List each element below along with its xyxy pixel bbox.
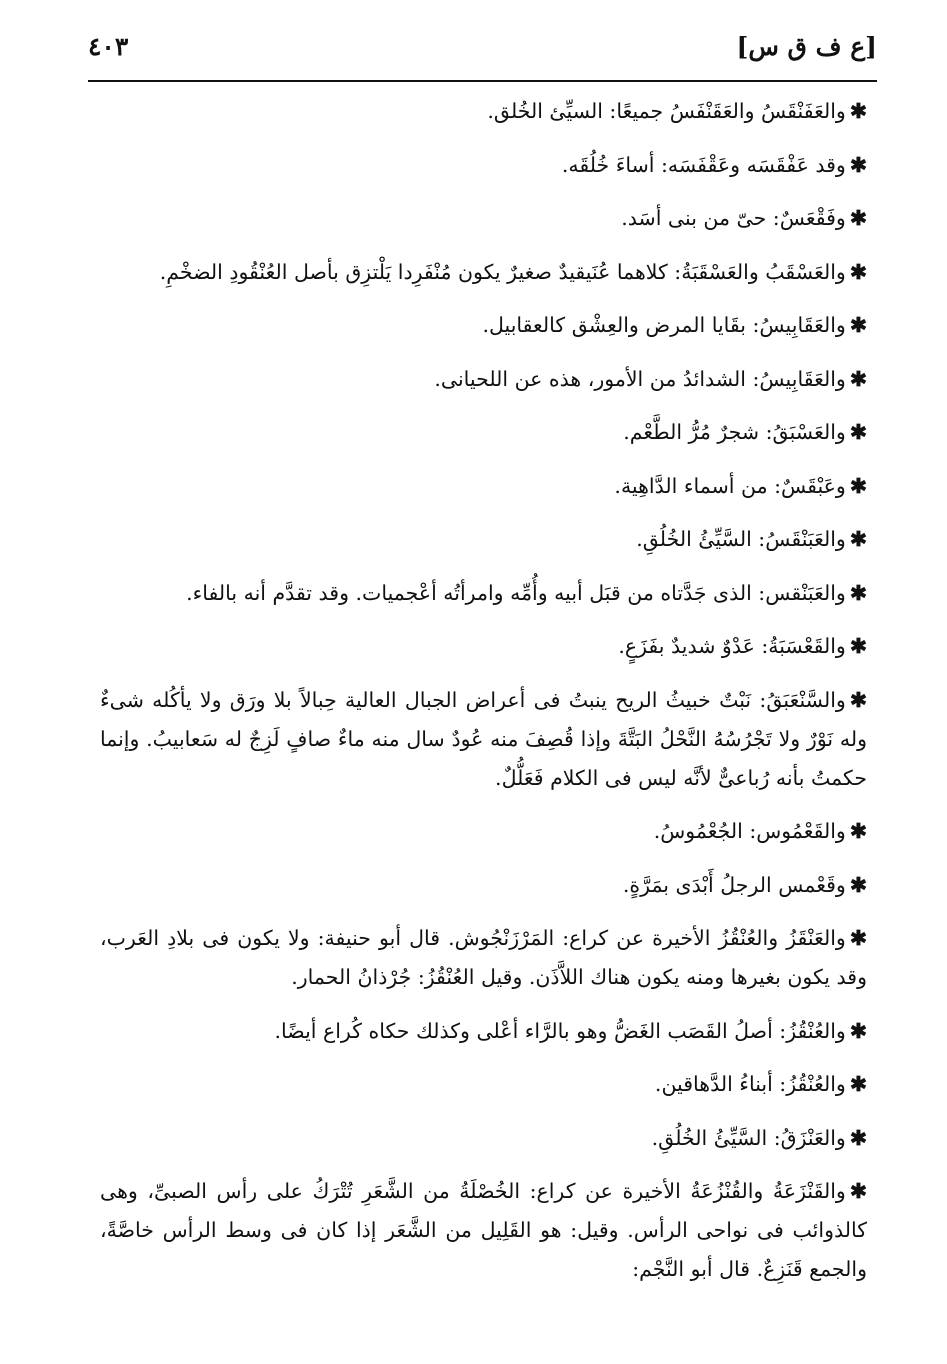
dictionary-entry: [100, 413, 867, 452]
asterisk-icon: ✱: [849, 926, 867, 950]
page-number: ٤٠٣: [88, 32, 129, 61]
asterisk-icon: ✱: [849, 473, 867, 498]
entry-text: والعَسْبَقُ: شجرٌ مُرُّ الطَّعْم.: [623, 420, 846, 444]
dictionary-entry: [100, 360, 867, 399]
asterisk-icon: ✱: [849, 872, 867, 897]
entry-text: والقَنْزَعَةُ والقُنْزُعَةُ الأخيرة عن كراع: الخُصْلَةُ من الشَّعَرِ تُتْرَكُ على رأس الصبىِّ، وهى كالذوائب فى نواحى الرأس. وقيل: هو القَلِيل من الشَّعَر إذا كان فى وسط الرأس خاصَّةً، والجمع قَنَزِعٌ. قال أبو النَّجْم:: [100, 1179, 867, 1281]
dictionary-entry: [100, 574, 867, 613]
entry-text: والعَنْزَقُ: السَّيِّئُ الخُلُقِ.: [651, 1125, 846, 1150]
asterisk-icon: ✱: [849, 313, 867, 337]
entry-text: وقَعْمس الرجلُ أَبْدَى بمَرَّةٍ.: [622, 872, 846, 897]
asterisk-icon: ✱: [849, 527, 867, 551]
entry-text: والقَعْمُوس: الجُعْمُوسُ.: [653, 819, 846, 843]
dictionary-entry: [100, 467, 867, 506]
entry-text: والسَّنْعَبَقُ: نَبْتٌ خبيثُ الريح ينبتُ فى أعراض الجبال العالية حِبالاً بلا ورَق ولا يأكُله شىءٌ وله نَوْرٌ ولا تَجْرُسُهُ النَّحْلُ البَتَّةَ وإذا قُصِفَ منه عُودٌ سال منه ماءٌ صافٍ لَزِجٌ له سَعابيبُ. وإنما حكمتُ بأنه رُباعىٌّ لأنَّه ليس فى الكلام فَعَلُّلٌ.: [100, 687, 867, 790]
dictionary-entry: [100, 92, 867, 131]
entry-text: والعَفَنْقَسُ والعَقَنْفَسُ جميعًا: السيِّئ الخُلق.: [487, 99, 846, 123]
asterisk-icon: ✱: [849, 420, 867, 444]
dictionary-entry: [100, 253, 867, 292]
asterisk-icon: ✱: [849, 634, 867, 658]
dictionary-entry: [100, 812, 867, 851]
asterisk-icon: ✱: [849, 99, 867, 123]
dictionary-entry: [100, 306, 867, 345]
entry-text: والعُنْقُزُ: أصلُ القَصَب الغَضُّ وهو بالرَّاء أعْلى وكذلك حكاه كُراع أيضًا.: [274, 1018, 846, 1043]
asterisk-icon: ✱: [849, 687, 867, 712]
asterisk-icon: ✱: [849, 819, 867, 843]
entry-text: والعَبَنْقس: الذى جَدَّتاه من قبَل أبيه وأُمِّه وامرأتُه أعْجميات. وقد تقدَّم أنه بالفاء.: [186, 580, 846, 605]
dictionary-entry: [100, 1012, 867, 1051]
entry-text: والقَعْسَبَةُ: عَدْوٌ شديدٌ بفَزَعٍ.: [618, 634, 846, 658]
entry-text: وقد عَفْقَسَه وعَقْفَسَه: أساءَ خُلُقَه.: [561, 152, 846, 177]
asterisk-icon: ✱: [849, 1125, 867, 1150]
asterisk-icon: ✱: [849, 1018, 867, 1043]
entry-text: والعَقَابِيسُ: بقَايا المرض والعِشْق كالعقابيل.: [482, 313, 846, 337]
asterisk-icon: ✱: [849, 206, 867, 230]
asterisk-icon: ✱: [849, 366, 867, 391]
dictionary-entry: [100, 199, 867, 238]
header-rule: [88, 80, 877, 82]
dictionary-entry: [100, 866, 867, 905]
entry-text: والعَنْقَزُ والعُنْقُزُ الأخيرة عن كراع: المَرْزَنْجُوش. قال أبو حنيفة: ولا يكون فى بلادِ العَرب، وقد يكون بغيرها ومنه يكون هناك اللاَّذَن. وقيل العُنْقُزُ: جُرْذانُ الحمار.: [100, 926, 867, 989]
dictionary-entry: [100, 919, 867, 997]
entry-text: وعَبْقَسٌ: من أسماء الدَّاهِية.: [614, 473, 846, 498]
dictionary-entries: [100, 92, 867, 1304]
dictionary-entry: [100, 146, 867, 185]
dictionary-entry: [100, 1065, 867, 1104]
dictionary-entry: [100, 520, 867, 559]
page-header: [88, 30, 877, 80]
entry-text: والعَبَنْقَسُ: السَّيِّئُ الخُلُقِ.: [636, 527, 846, 551]
dictionary-entry: [100, 627, 867, 666]
asterisk-icon: ✱: [849, 580, 867, 605]
asterisk-icon: ✱: [849, 1072, 867, 1096]
dictionary-entry: [100, 681, 867, 798]
entry-text: والعُنْقُزُ: أبناءُ الدَّهاقين.: [654, 1072, 846, 1096]
dictionary-entry: [100, 1119, 867, 1158]
entry-text: والعَسْقَبُ والعَسْقَبَةُ: كلاهما عُنَيقيدٌ صغيرٌ يكون مُنْفَرِدا يَلْتزِق بأصل العُنْقُودِ الضخْمِ.: [159, 259, 846, 284]
asterisk-icon: ✱: [849, 259, 867, 284]
entry-text: والعَقَابِيسُ: الشدائدُ من الأمور، هذه عن اللحيانى.: [434, 366, 846, 391]
entry-text: وفَقْعَسٌ: حىّ من بنى أسَد.: [621, 206, 846, 230]
asterisk-icon: ✱: [849, 1179, 867, 1203]
dictionary-entry: [100, 1172, 867, 1289]
root-letters-label: [ع ف ق س]: [736, 32, 877, 61]
asterisk-icon: ✱: [849, 152, 867, 177]
